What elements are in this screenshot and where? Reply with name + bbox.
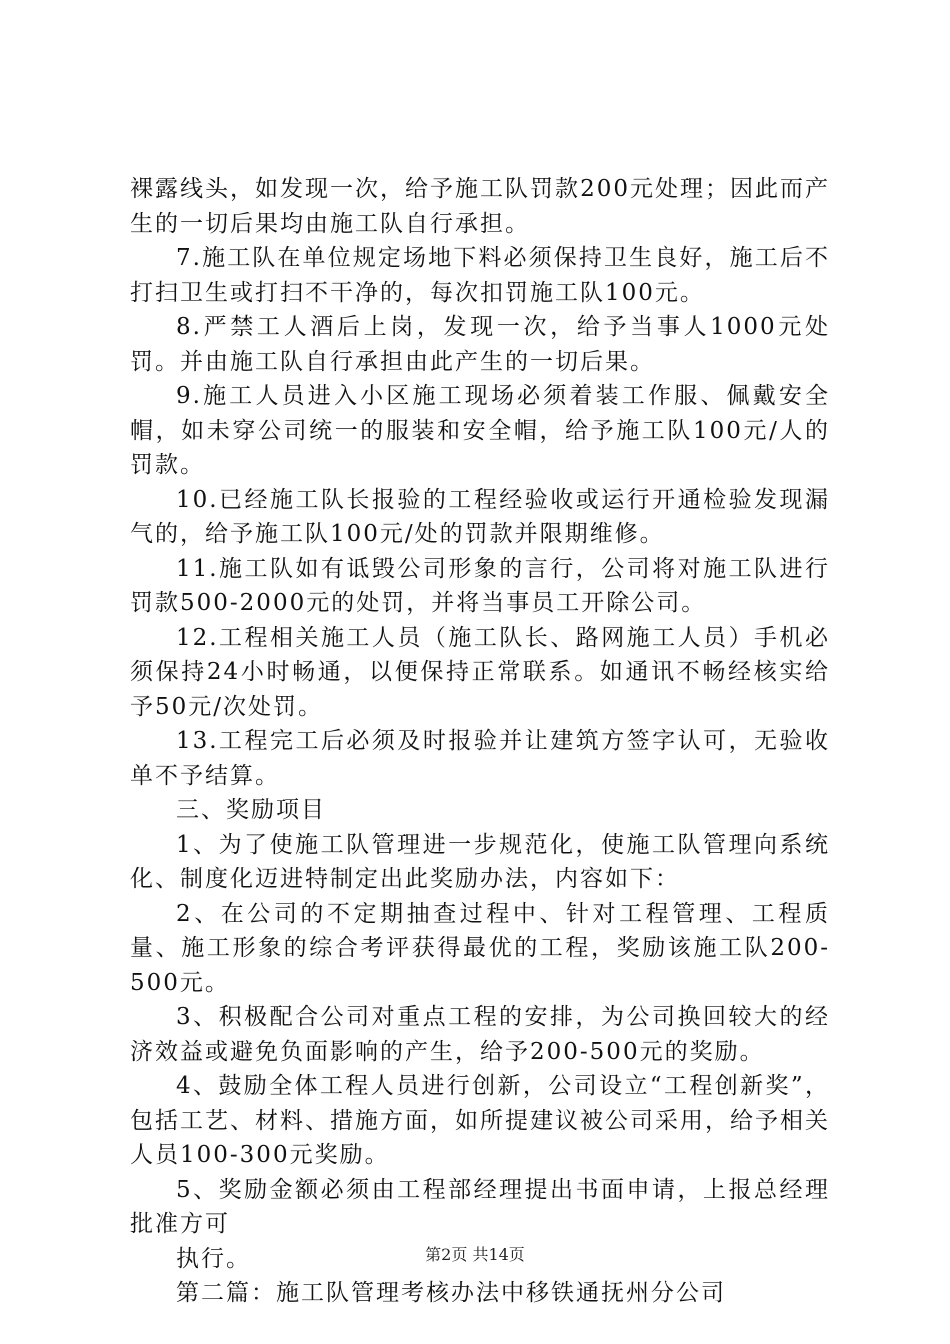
paragraph-execute: 执行。 (176, 1245, 251, 1272)
section-heading-rewards: 三、奖励项目 (176, 797, 326, 823)
paragraph-item-12: 12.工程相关施工人员（施工队长、路网施工人员）手机必须保持24小时畅通，以便保持正常联系。如通讯不畅经核实给予50元/次处罚。 (130, 624, 830, 720)
paragraph-reward-5: 5、奖励金额必须由工程部经理提出书面申请，上报总经理批准方可 (130, 1176, 830, 1237)
page-number-footer: 第2页 共14页 (425, 1245, 525, 1264)
document-body (130, 172, 830, 1311)
paragraph-item-9: 9.施工人员进入小区施工现场必须着装工作服、佩戴安全帽，如未穿公司统一的服装和安全帽，给予施工队100元/人的罚款。 (130, 383, 830, 478)
paragraph-item-7: 7.施工队在单位规定场地下料必须保持卫生良好，施工后不打扫卫生或打扫不干净的，每次扣罚施工队100元。 (130, 245, 830, 306)
paragraph-chapter-two-title: 第二篇：施工队管理考核办法中移铁通抚州分公司 (176, 1280, 726, 1306)
paragraph-item-11: 11.施工队如有诋毁公司形象的言行，公司将对施工队进行罚款500-2000元的处罚，并将当事员工开除公司。 (130, 555, 830, 616)
paragraph-item-8: 8.严禁工人酒后上岗，发现一次，给予当事人1000元处罚。并由施工队自行承担由此产生的一切后果。 (130, 314, 830, 375)
paragraph-reward-1: 1、为了使施工队管理进一步规范化，使施工队管理向系统化、制度化迈进特制定出此奖励办法，内容如下： (130, 831, 830, 892)
paragraph-reward-2: 2、在公司的不定期抽查过程中、针对工程管理、工程质量、施工形象的综合考评获得最优的工程，奖励该施工队200-500元。 (130, 900, 830, 996)
paragraph-continuation: 裸露线头，如发现一次，给予施工队罚款200元处理；因此而产生的一切后果均由施工队自行承担。 (130, 176, 830, 237)
paragraph-reward-4: 4、鼓励全体工程人员进行创新，公司设立“工程创新奖”，包括工艺、材料、措施方面，如所提建议被公司采用，给予相关人员100-300元奖励。 (130, 1073, 830, 1168)
paragraph-item-10: 10.已经施工队长报验的工程经验收或运行开通检验发现漏气的，给予施工队100元/处的罚款并限期维修。 (130, 486, 830, 547)
paragraph-item-13: 13.工程完工后必须及时报验并让建筑方签字认可，无验收单不予结算。 (130, 728, 830, 789)
paragraph-reward-3: 3、积极配合公司对重点工程的安排，为公司换回较大的经济效益或避免负面影响的产生，给予200-500元的奖励。 (130, 1004, 830, 1065)
